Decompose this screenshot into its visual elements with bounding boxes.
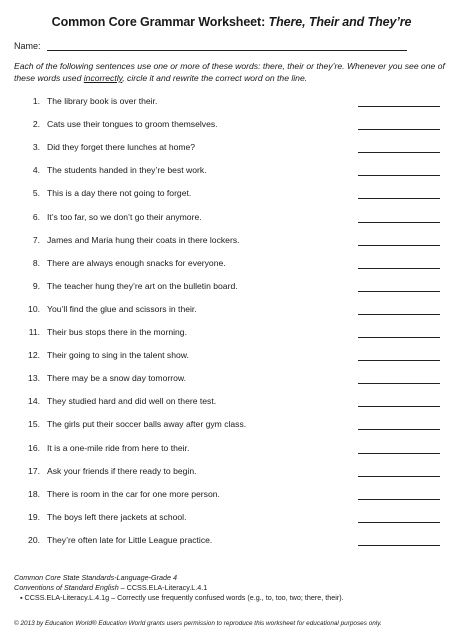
sentence-item xyxy=(0,142,463,156)
sentence-number: 2. xyxy=(32,119,40,130)
sentence-number: 9. xyxy=(32,280,40,291)
sentence-item xyxy=(0,212,463,226)
sentence-item xyxy=(0,165,463,179)
sentence-text: The teacher hung they’re art on the bulletin board. xyxy=(47,280,238,291)
sentence-item xyxy=(0,373,463,387)
sentence-number: 1. xyxy=(32,96,40,106)
standards-block xyxy=(14,573,454,603)
sentence-text: The library book is over their. xyxy=(47,96,158,106)
answer-line[interactable] xyxy=(358,360,440,361)
sentence-text: This is a day there not going to forget. xyxy=(47,188,192,199)
answer-line[interactable] xyxy=(358,245,440,246)
answer-line[interactable] xyxy=(358,406,440,407)
title-main: Common Core Grammar Worksheet: xyxy=(51,15,269,29)
sentence-item xyxy=(0,235,463,249)
sentence-number: 18. xyxy=(28,488,40,499)
sentence-text: There are always enough snacks for everyone. xyxy=(47,257,226,268)
sentence-number: 3. xyxy=(32,142,40,153)
standards-bullet: ▪ CCSS.ELA-Literacy.L.4.1g – Correctly use frequently confused words (e.g., to, too, two; there, their). xyxy=(20,593,344,602)
sentence-text: Did they forget there lunches at home? xyxy=(47,142,196,153)
sentence-item xyxy=(0,419,463,433)
sentence-item xyxy=(0,281,463,295)
answer-line[interactable] xyxy=(358,429,440,430)
answer-line[interactable] xyxy=(358,337,440,338)
sentence-item xyxy=(0,350,463,364)
answer-line[interactable] xyxy=(358,268,440,269)
sentence-item xyxy=(0,466,463,480)
title-italic: There, Their and They’re xyxy=(268,15,412,29)
answer-line[interactable] xyxy=(358,222,440,223)
sentence-text: Their going to sing in the talent show. xyxy=(47,350,189,361)
sentence-text: The students handed in they’re best work. xyxy=(47,165,207,176)
sentence-number: 19. xyxy=(28,511,40,522)
sentence-text: James and Maria hung their coats in there lockers. xyxy=(47,234,240,245)
sentence-text: The girls put their soccer balls away after gym class. xyxy=(47,419,247,430)
sentence-item xyxy=(0,188,463,202)
sentence-number: 11. xyxy=(28,327,40,337)
sentence-number: 17. xyxy=(28,465,40,476)
sentence-item xyxy=(0,327,463,341)
answer-line[interactable] xyxy=(358,499,440,500)
sentence-text: There is room in the car for one more person. xyxy=(47,488,220,499)
sentence-number: 14. xyxy=(28,396,40,407)
answer-line[interactable] xyxy=(358,476,440,477)
answer-line[interactable] xyxy=(358,291,440,292)
answer-line[interactable] xyxy=(358,314,440,315)
sentence-number: 15. xyxy=(28,419,40,430)
answer-line[interactable] xyxy=(358,152,440,153)
sentence-text: There may be a snow day tomorrow. xyxy=(47,373,186,384)
sentence-text: They’re often late for Little League practice. xyxy=(47,534,213,545)
sentence-text: Cats use their tongues to groom themselves. xyxy=(47,119,218,130)
sentence-item xyxy=(0,512,463,526)
name-label: Name: xyxy=(14,41,41,51)
page-title xyxy=(0,15,463,29)
sentence-number: 12. xyxy=(28,350,40,361)
sentence-text: Their bus stops there in the morning. xyxy=(47,327,187,337)
sentence-number: 13. xyxy=(28,373,40,384)
sentence-number: 16. xyxy=(28,442,40,453)
sentence-number: 7. xyxy=(32,234,40,245)
instructions-emphasis: incorrectly xyxy=(83,73,123,83)
standards-line1: Common Core State Standards-Language-Grade 4 xyxy=(14,573,178,582)
sentence-item xyxy=(0,489,463,503)
name-field[interactable] xyxy=(47,41,407,51)
sentence-item xyxy=(0,535,463,549)
answer-line[interactable] xyxy=(358,383,440,384)
name-row xyxy=(14,41,407,51)
sentence-item xyxy=(0,258,463,272)
instructions-part2: , circle it and rewrite the correct word on the line. xyxy=(122,73,308,83)
answer-line[interactable] xyxy=(358,522,440,523)
sentence-number: 8. xyxy=(32,257,40,268)
sentence-text: You’ll find the glue and scissors in their. xyxy=(47,303,197,314)
standards-line2-rest: – CCSS.ELA-Literacy.L.4.1 xyxy=(118,583,208,592)
answer-line[interactable] xyxy=(358,175,440,176)
sentence-text: It’s too far, so we don’t go their anymore. xyxy=(47,211,202,222)
instructions-part1: Each of the following sentences use one or more of these words: there, their or they’re. Whenever you see one of these words used xyxy=(14,61,445,83)
standards-line2-italic: Conventions of Standard English xyxy=(14,583,119,592)
sentence-item xyxy=(0,443,463,457)
sentence-text: It is a one-mile ride from here to their. xyxy=(47,442,190,453)
sentence-item xyxy=(0,96,463,110)
sentence-text: They studied hard and did well on there test. xyxy=(47,396,217,407)
answer-line[interactable] xyxy=(358,545,440,546)
sentence-item xyxy=(0,119,463,133)
instructions xyxy=(14,60,449,84)
answer-line[interactable] xyxy=(358,129,440,130)
sentence-text: Ask your friends if there ready to begin. xyxy=(47,465,197,476)
sentence-number: 20. xyxy=(28,534,40,545)
sentence-number: 4. xyxy=(32,165,40,176)
sentence-item xyxy=(0,304,463,318)
answer-line[interactable] xyxy=(358,106,440,107)
copyright-footer: © 2013 by Education World® Education World grants users permission to reproduce this worksheet for educational purposes only. xyxy=(14,620,382,627)
answer-line[interactable] xyxy=(358,198,440,199)
sentence-text: The boys left there jackets at school. xyxy=(47,511,187,522)
sentence-item xyxy=(0,396,463,410)
answer-line[interactable] xyxy=(358,453,440,454)
standards-line2 xyxy=(14,583,454,593)
sentence-number: 10. xyxy=(28,303,40,314)
sentence-number: 6. xyxy=(32,211,40,222)
sentence-number: 5. xyxy=(32,188,40,199)
